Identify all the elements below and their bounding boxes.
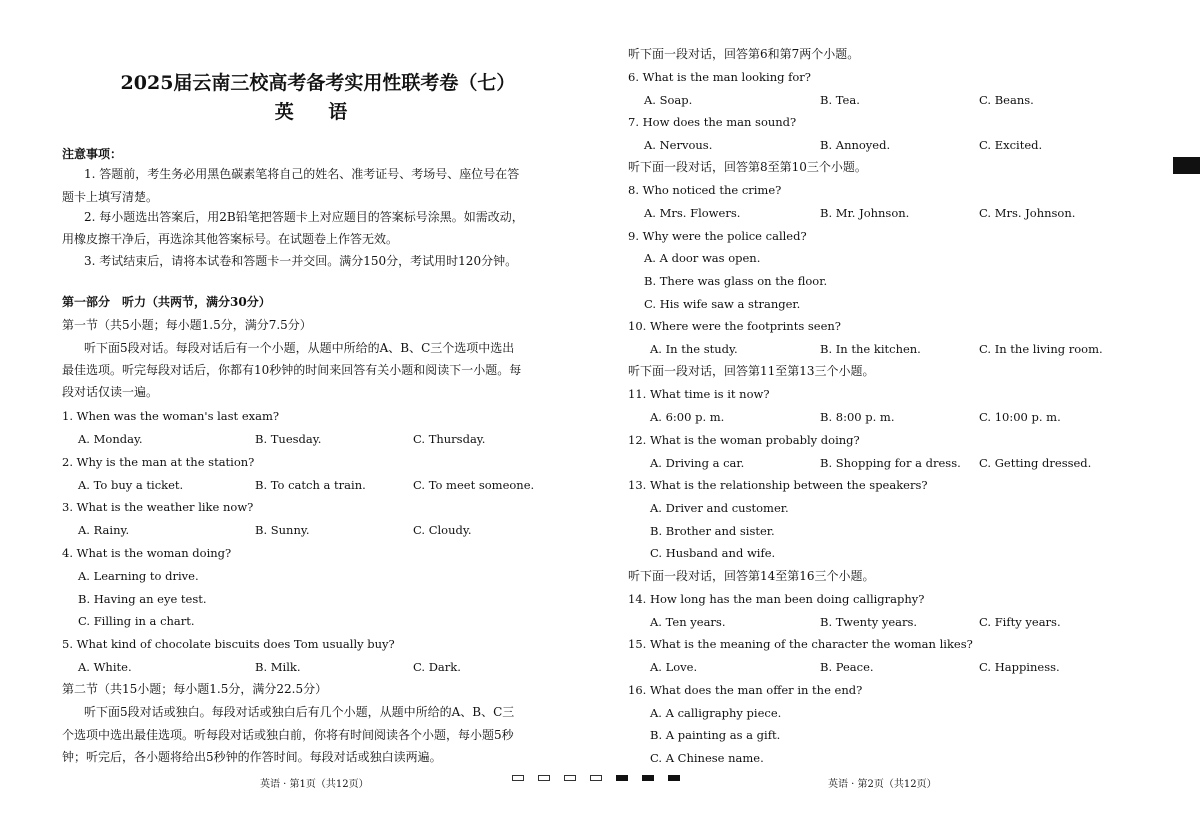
marker-box-empty bbox=[538, 775, 550, 781]
option-c: C. Dark. bbox=[413, 660, 461, 674]
left-page bbox=[58, 0, 578, 826]
option-a: A. Mrs. Flowers. bbox=[644, 206, 741, 220]
option-a: A. Monday. bbox=[78, 432, 143, 446]
dialogue-intro: 听下面一段对话，回答第8至第10三个小题。 bbox=[628, 160, 867, 174]
option-b: B. Twenty years. bbox=[820, 615, 918, 629]
question-text: 13. What is the relationship between the speakers? bbox=[628, 478, 928, 492]
question-text: 3. What is the weather like now? bbox=[62, 500, 254, 514]
right-page bbox=[628, 0, 1148, 826]
question-text: 9. Why were the police called? bbox=[628, 229, 807, 243]
marker-box-empty bbox=[564, 775, 576, 781]
option-b: B. Annoyed. bbox=[820, 138, 891, 152]
option-c: C. Filling in a chart. bbox=[78, 614, 195, 628]
option-a: A. Soap. bbox=[644, 93, 693, 107]
option-a: A. Driving a car. bbox=[650, 456, 745, 470]
question-text: 10. Where were the footprints seen? bbox=[628, 319, 841, 333]
option-b: B. To catch a train. bbox=[255, 478, 366, 492]
option-c: C. Getting dressed. bbox=[979, 456, 1092, 470]
section2-instructions: 个选项中选出最佳选项。听每段对话或独白前，你将有时间阅读各个小题，每小题5秒 bbox=[62, 728, 514, 742]
notice-line: 3. 考试结束后，请将本试卷和答题卡一并交回。满分150分，考试用时120分钟。 bbox=[84, 254, 518, 268]
notice-line: 1. 答题前，考生务必用黑色碳素笔将自己的姓名、准考证号、考场号、座位号在答 bbox=[84, 167, 520, 181]
option-c: C. Happiness. bbox=[979, 660, 1060, 674]
option-c: C. Mrs. Johnson. bbox=[979, 206, 1076, 220]
option-a: A. Ten years. bbox=[650, 615, 726, 629]
option-a: A. A door was open. bbox=[644, 251, 761, 265]
option-b: B. Mr. Johnson. bbox=[820, 206, 910, 220]
section1-instructions: 听下面5段对话。每段对话后有一个小题，从题中所给的A、B、C三个选项中选出 bbox=[84, 341, 515, 355]
question-text: 8. Who noticed the crime? bbox=[628, 183, 782, 197]
notice-heading: 注意事项： bbox=[62, 147, 123, 161]
option-c: C. In the living room. bbox=[979, 342, 1103, 356]
option-b: B. Brother and sister. bbox=[650, 524, 775, 538]
subject-title: 英 语 bbox=[274, 101, 362, 123]
option-c: C. 10:00 p. m. bbox=[979, 410, 1061, 424]
question-text: 16. What does the man offer in the end? bbox=[628, 683, 863, 697]
question-text: 7. How does the man sound? bbox=[628, 115, 797, 129]
page-footer: 英语 · 第1页（共12页） bbox=[260, 779, 369, 790]
option-b: B. A painting as a gift. bbox=[650, 728, 781, 742]
option-c: C. Cloudy. bbox=[413, 523, 472, 537]
option-a: A. White. bbox=[78, 660, 132, 674]
option-b: B. There was glass on the floor. bbox=[644, 274, 828, 288]
option-a: A. Learning to drive. bbox=[78, 569, 199, 583]
option-c: C. A Chinese name. bbox=[650, 751, 764, 765]
option-c: C. To meet someone. bbox=[413, 478, 535, 492]
exam-title: 2025届云南三校高考备考实用性联考卷（七） bbox=[120, 72, 516, 94]
option-c: C. His wife saw a stranger. bbox=[644, 297, 801, 311]
option-a: A. Driver and customer. bbox=[650, 501, 789, 515]
section1-heading: 第一节（共5小题；每小题1.5分，满分7.5分） bbox=[62, 318, 312, 332]
question-text: 5. What kind of chocolate biscuits does Tom usually buy? bbox=[62, 637, 395, 651]
option-a: A. In the study. bbox=[650, 342, 738, 356]
option-b: B. In the kitchen. bbox=[820, 342, 921, 356]
option-a: A. 6:00 p. m. bbox=[650, 410, 725, 424]
option-b: B. 8:00 p. m. bbox=[820, 410, 895, 424]
option-c: C. Husband and wife. bbox=[650, 546, 776, 560]
section2-instructions: 听下面5段对话或独白。每段对话或独白后有几个小题，从题中所给的A、B、C三 bbox=[84, 705, 515, 719]
notice-line: 题卡上填写清楚。 bbox=[62, 190, 159, 204]
section1-instructions: 段对话仅读一遍。 bbox=[62, 385, 159, 399]
question-text: 4. What is the woman doing? bbox=[62, 546, 232, 560]
section2-heading: 第二节（共15小题；每小题1.5分，满分22.5分） bbox=[62, 682, 328, 696]
question-text: 2. Why is the man at the station? bbox=[62, 455, 255, 469]
option-b: B. Tea. bbox=[820, 93, 860, 107]
marker-box-filled bbox=[616, 775, 628, 781]
option-c: C. Fifty years. bbox=[979, 615, 1061, 629]
page-footer: 英语 · 第2页（共12页） bbox=[828, 779, 937, 790]
option-b: B. Having an eye test. bbox=[78, 592, 207, 606]
option-b: B. Peace. bbox=[820, 660, 874, 674]
question-text: 15. What is the meaning of the character the woman likes? bbox=[628, 637, 973, 651]
option-a: A. A calligraphy piece. bbox=[650, 706, 782, 720]
notice-line: 2. 每小题选出答案后，用2B铅笔把答题卡上对应题目的答案标号涂黑。如需改动， bbox=[84, 210, 524, 224]
marker-box-empty bbox=[512, 775, 524, 781]
edge-marker bbox=[1173, 157, 1200, 174]
option-c: C. Beans. bbox=[979, 93, 1034, 107]
question-text: 14. How long has the man been doing calligraphy? bbox=[628, 592, 925, 606]
option-a: A. Rainy. bbox=[78, 523, 130, 537]
option-c: C. Excited. bbox=[979, 138, 1043, 152]
dialogue-intro: 听下面一段对话，回答第6和第7两个小题。 bbox=[628, 47, 860, 61]
section1-instructions: 最佳选项。听完每段对话后，你都有10秒钟的时间来回答有关小题和阅读下一小题。每 bbox=[62, 363, 522, 377]
question-text: 6. What is the man looking for? bbox=[628, 70, 811, 84]
dialogue-intro: 听下面一段对话，回答第14至第16三个小题。 bbox=[628, 569, 875, 583]
question-text: 12. What is the woman probably doing? bbox=[628, 433, 860, 447]
option-b: B. Sunny. bbox=[255, 523, 310, 537]
option-a: A. To buy a ticket. bbox=[78, 478, 184, 492]
part1-heading: 第一部分 听力（共两节，满分30分） bbox=[62, 295, 271, 309]
dialogue-intro: 听下面一段对话，回答第11至第13三个小题。 bbox=[628, 364, 875, 378]
option-b: B. Shopping for a dress. bbox=[820, 456, 961, 470]
notice-line: 用橡皮擦干净后，再选涂其他答案标号。在试题卷上作答无效。 bbox=[62, 232, 399, 246]
option-b: B. Milk. bbox=[255, 660, 301, 674]
question-text: 11. What time is it now? bbox=[628, 387, 770, 401]
marker-box-empty bbox=[590, 775, 602, 781]
question-text: 1. When was the woman's last exam? bbox=[62, 409, 280, 423]
option-b: B. Tuesday. bbox=[255, 432, 322, 446]
option-a: A. Love. bbox=[650, 660, 698, 674]
option-a: A. Nervous. bbox=[644, 138, 713, 152]
option-c: C. Thursday. bbox=[413, 432, 486, 446]
section2-instructions: 钟；听完后，各小题将给出5秒钟的作答时间。每段对话或独白读两遍。 bbox=[62, 750, 442, 764]
